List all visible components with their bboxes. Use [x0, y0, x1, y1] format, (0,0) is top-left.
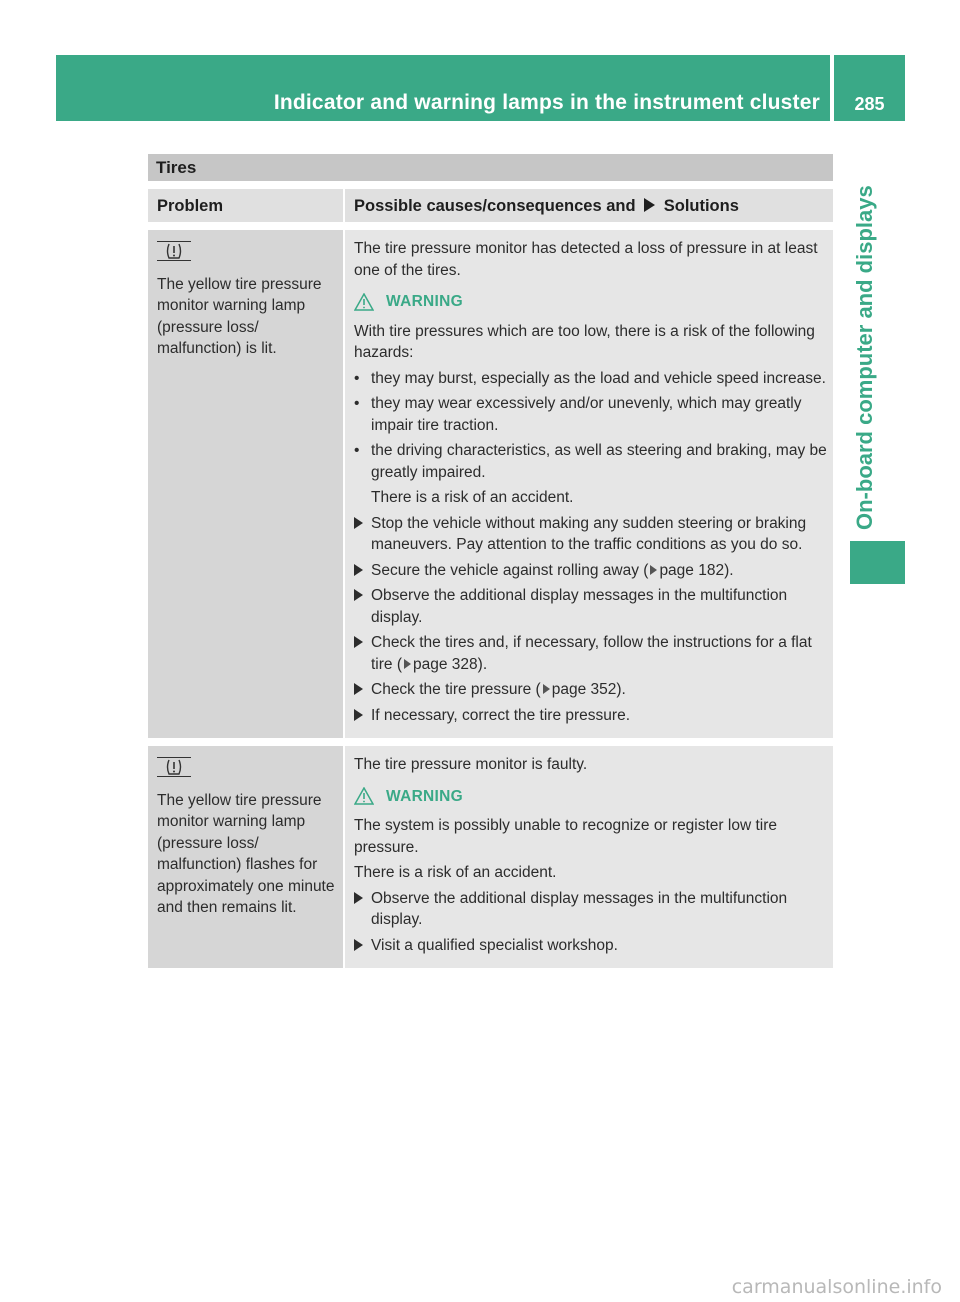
- instruction-step: Check the tires and, if necessary, follow the instructions for a flat tire ( page 328).: [354, 632, 827, 675]
- step-arrow-icon: [354, 636, 363, 648]
- list-item: • the driving characteristics, as well as steering and braking, may be greatly impaired.: [354, 442, 827, 481]
- instruction-step: Observe the additional display messages in the multifunction display.: [354, 888, 827, 931]
- solution-cell: [345, 746, 833, 968]
- warning-triangle-icon: [354, 293, 374, 311]
- warning-text: With tire pressures which are too low, there is a risk of the following hazards:: [354, 322, 815, 361]
- step-arrow-icon: [354, 683, 363, 695]
- warning-triangle-icon: [354, 787, 374, 805]
- cause-text: The tire pressure monitor has detected a loss of pressure in at least one of the tires.: [354, 240, 818, 279]
- instruction-step: Observe the additional display messages in the multifunction display.: [354, 585, 827, 628]
- step-arrow-icon: [354, 517, 363, 529]
- page-number: 285: [854, 94, 885, 114]
- page-reference-link[interactable]: page 352: [551, 681, 617, 698]
- page-ref-icon: [650, 565, 657, 575]
- step-arrow-icon: [354, 709, 363, 721]
- table-row: [148, 230, 833, 738]
- column-header-solutions: Solutions: [663, 197, 739, 215]
- step-arrow-icon: [354, 892, 363, 904]
- list-item: • they may wear excessively and/or unevenly, which may greatly impair tire traction.: [354, 395, 802, 434]
- tire-pressure-warning-icon: [157, 241, 191, 261]
- warning-label: WARNING: [386, 787, 464, 805]
- page-title: Indicator and warning lamps in the instrument cluster: [273, 91, 820, 114]
- side-tab-label: On-board computer and displays: [852, 185, 877, 530]
- tire-pressure-warning-icon: [157, 757, 191, 777]
- problem-text: The yellow tire pressure monitor warning lamp (pressure loss/ malfunction) is lit.: [157, 275, 322, 357]
- table-title: Tires: [148, 154, 833, 181]
- page-number-box: [834, 55, 905, 121]
- column-header-solution: [345, 189, 833, 222]
- risk-text: There is a risk of an accident.: [371, 489, 574, 506]
- cause-text: The tire pressure monitor is faulty.: [354, 756, 588, 773]
- table-row: [148, 746, 833, 968]
- risk-text: There is a risk of an accident.: [354, 864, 557, 881]
- instruction-step: Check the tire pressure ( page 352).: [354, 679, 827, 701]
- tires-table: [148, 154, 833, 968]
- warning-heading: [354, 786, 827, 808]
- problem-cell: [148, 230, 343, 738]
- instruction-step: Visit a qualified specialist workshop.: [354, 935, 827, 957]
- warning-text: The system is possibly unable to recognize or register low tire pressure.: [354, 817, 777, 856]
- column-header-causes: Possible causes/consequences and: [354, 197, 636, 215]
- instruction-step: If necessary, correct the tire pressure.: [354, 705, 827, 727]
- watermark: carmanualsonline.info: [731, 1276, 942, 1298]
- page-ref-icon: [404, 659, 411, 669]
- table-header-row: [148, 189, 833, 222]
- step-arrow-icon: [354, 564, 363, 576]
- step-arrow-icon: [354, 939, 363, 951]
- warning-label: WARNING: [386, 293, 464, 310]
- problem-cell: [148, 746, 343, 968]
- header-bar: [56, 55, 830, 121]
- step-arrow-icon: [354, 589, 363, 601]
- side-tab-block: [850, 541, 905, 584]
- arrow-icon: [644, 198, 655, 212]
- page-reference-link[interactable]: page 182: [659, 561, 725, 579]
- instruction-step: Secure the vehicle against rolling away ( page 182).: [354, 560, 827, 582]
- solution-cell: [345, 230, 833, 738]
- page-reference-link[interactable]: page 328: [413, 655, 478, 673]
- instruction-step: Stop the vehicle without making any sudden steering or braking maneuvers. Pay attention to the traffic conditions as you do so.: [354, 513, 827, 556]
- warning-heading: [354, 291, 827, 313]
- page-ref-icon: [543, 684, 550, 694]
- problem-text: The yellow tire pressure monitor warning lamp (pressure loss/ malfunction) flashes for approximately one minute and then remains lit.: [157, 791, 335, 916]
- list-item: • they may burst, especially as the load and vehicle speed increase.: [354, 369, 826, 387]
- column-header-problem: Problem: [148, 189, 343, 222]
